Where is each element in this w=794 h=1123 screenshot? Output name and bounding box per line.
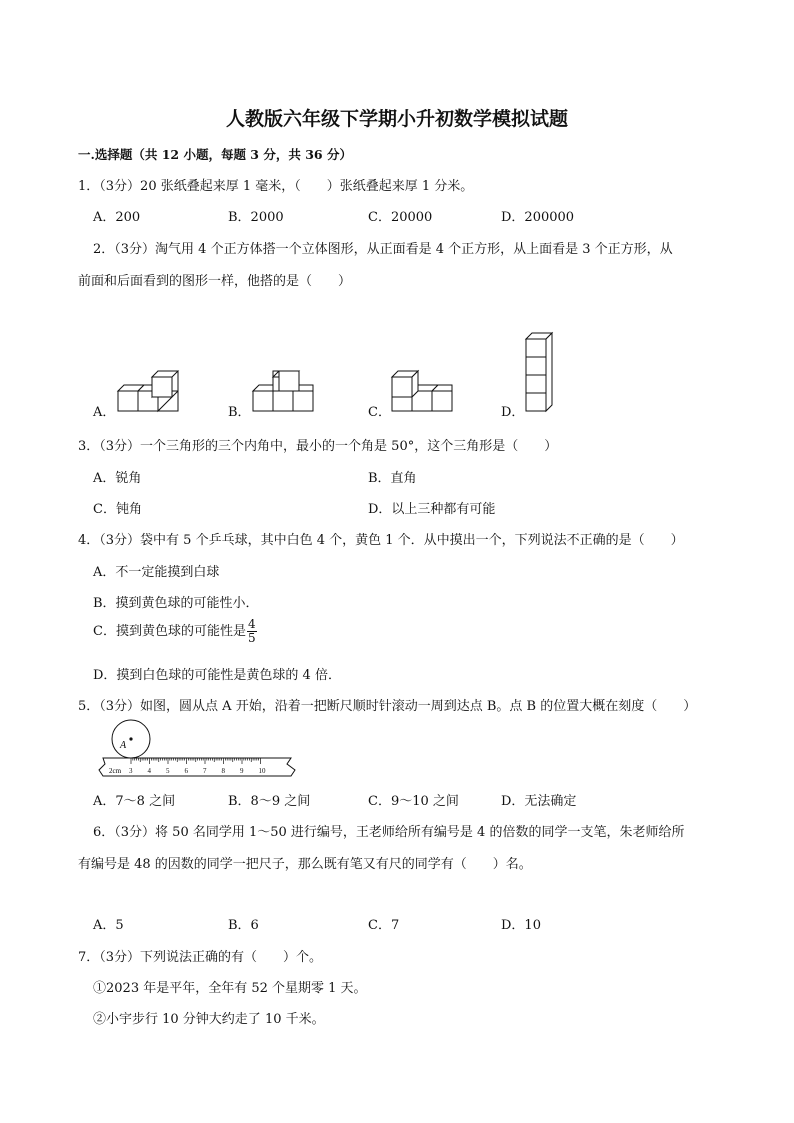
- q2-figure-c: [391, 369, 455, 413]
- q2-figure-a: [117, 369, 181, 413]
- q4-option-d: D．摸到白色球的可能性是黄色球的 4 倍．: [93, 668, 341, 683]
- q5-option-c: C．9～10 之间: [368, 794, 459, 809]
- point-a-label: A: [120, 740, 127, 751]
- q1-option-b: B．2000: [228, 210, 284, 225]
- q1-option-d: D．200000: [501, 210, 575, 225]
- q3-option-d: D．以上三种都有可能: [368, 502, 496, 517]
- q4-option-c-text: C．摸到黄色球的可能性是: [93, 624, 246, 639]
- question-1-stem: 1．（3分）20 张纸叠起来厚 1 毫米，（ ）张纸叠起来厚 1 分米。: [78, 179, 474, 194]
- question-2-line-2: 前面和后面看到的图形一样，他搭的是（ ）: [78, 274, 352, 289]
- q7-statement-1: ①2023 年是平年，全年有 52 个星期零 1 天。: [93, 981, 367, 996]
- q3-option-b: B．直角: [368, 471, 417, 486]
- q4-option-a: A．不一定能摸到白球: [93, 565, 220, 580]
- ruler-tick-label: 7: [203, 767, 207, 775]
- section-heading: 一.选择题（共 12 小题，每题 3 分，共 36 分）: [78, 147, 352, 162]
- q2-option-d: D．: [501, 405, 525, 420]
- ruler-tick-label: 6: [184, 767, 188, 775]
- q2-figure-d: [525, 331, 555, 413]
- question-3-stem: 3．（3分）一个三角形的三个内角中，最小的一个角是 50°，这个三角形是（ ）: [78, 439, 558, 454]
- ruler-tick-label: 10: [258, 767, 266, 775]
- q4-option-c: [93, 618, 257, 645]
- ruler-tick-label: 3: [129, 767, 133, 775]
- question-7-stem: 7．（3分）下列说法正确的有（ ）个。: [78, 950, 323, 965]
- question-6-line-2: 有编号是 48 的因数的同学一把尺子，那么既有笔又有尺的同学有（ ）名。: [78, 857, 532, 872]
- q5-ruler-figure: [95, 718, 295, 780]
- question-5-stem: 5．（3分）如图，圆从点 A 开始，沿着一把断尺顺时针滚动一周到达点 B。点 B 的位置大概在刻度（ ）: [78, 699, 697, 714]
- point-a-dot: [129, 737, 132, 740]
- q5-option-a: A．7～8 之间: [93, 794, 176, 809]
- q3-option-c: C．钝角: [93, 502, 142, 517]
- ruler-tick-label: 8: [221, 767, 225, 775]
- question-6-line-1: 6．（3分）将 50 名同学用 1～50 进行编号，王老师给所有编号是 4 的倍数的同学一支笔，朱老师给所: [93, 825, 685, 840]
- page-title: 人教版六年级下学期小升初数学模拟试题: [225, 108, 568, 130]
- q1-option-a: A．200: [93, 210, 141, 225]
- q5-option-d: D．无法确定: [501, 794, 577, 809]
- q3-option-a: A．锐角: [93, 471, 142, 486]
- q7-statement-2: ②小宇步行 10 分钟大约走了 10 千米。: [93, 1012, 325, 1027]
- ruler-tick-label: 5: [166, 767, 170, 775]
- fraction-numerator: 4: [247, 617, 256, 631]
- q5-option-b: B．8～9 之间: [228, 794, 311, 809]
- q2-figure-b: [252, 369, 316, 413]
- q6-option-b: B．6: [228, 918, 259, 933]
- q6-option-c: C．7: [368, 918, 400, 933]
- q2-option-c: C．: [368, 405, 391, 420]
- ruler-unit-label: 2cm: [109, 767, 122, 775]
- question-2-line-1: 2．（3分）淘气用 4 个正方体搭一个立体图形，从正面看是 4 个正方形，从上面看是 3 个正方形，从: [93, 242, 673, 257]
- q6-option-d: D．10: [501, 918, 541, 933]
- ruler-tick-label: 4: [147, 767, 151, 775]
- fraction-denominator: 5: [247, 631, 256, 645]
- question-4-stem: 4．（3分）袋中有 5 个乒乓球，其中白色 4 个，黄色 1 个．从中摸出一个，下列说法不正确的是（ ）: [78, 533, 684, 548]
- q1-option-c: C．20000: [368, 210, 433, 225]
- q6-option-a: A．5: [93, 918, 124, 933]
- fraction: [247, 618, 257, 645]
- q2-option-a: A．: [93, 405, 116, 420]
- q2-option-b: B．: [228, 405, 251, 420]
- q4-option-b: B．摸到黄色球的可能性小．: [93, 596, 259, 611]
- ruler-tick-label: 9: [240, 767, 244, 775]
